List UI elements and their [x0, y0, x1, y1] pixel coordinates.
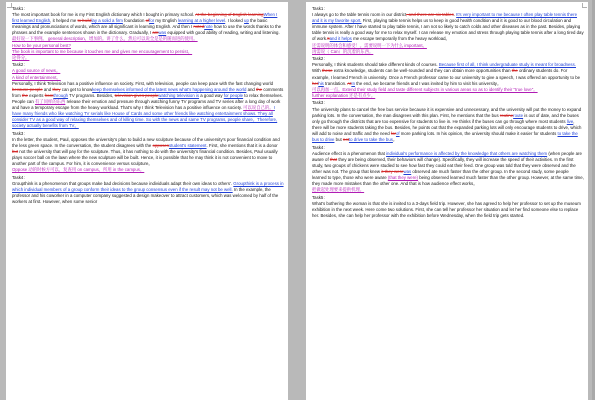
paragraph: [312, 107, 584, 144]
review-comment: 最好说一下事例。 general description。增加的。讲了什么，然后可以说全是是的随而进的使用。: [12, 36, 198, 42]
review-comment: 可以说自己的。: [243, 105, 274, 110]
deleted-text: opposes: [152, 143, 169, 149]
inserted-text: live: [566, 118, 574, 124]
document-page-right[interactable]: [306, 2, 588, 400]
text-run: equipped with good ability of reading, writing and listening.: [166, 30, 280, 36]
review-comment: 还需说明的体会和感受！。需要说明一下为什么 important。: [312, 42, 427, 48]
review-comment: 可以再加一点。Extend their study field and taste different subjects in various areas so as to identify their "true love"。: [312, 86, 538, 92]
inserted-text: through: [53, 92, 69, 98]
text-run: The university plans to cancel the free bus service because it is expensive and unnecessary, and the university will put the money to expand parking lots. In the conversation, the man disagrees with this plan. First, he mentions that the bus: [312, 106, 582, 118]
text-run: not the university that will pay for the sculpture. Thus, it has nothing to do with the university's financial condition. Besides, Paul usually plays soccer ball on the lawn where the new sculpture will be built. Hence, it is possible that he may think it is not convenient to move to another part of the campus. For him, it is convenience versus sculpture。: [12, 149, 278, 167]
paragraph: [312, 93, 584, 99]
text-run: Audience effect is a phenomenon that: [312, 150, 387, 156]
inserted-text: Because first of all, I think undergraduate study is meant for broadness.: [438, 62, 576, 68]
text-run: and: [42, 86, 53, 92]
text-run: .: [453, 12, 457, 18]
inserted-text: was: [158, 30, 167, 36]
text-run: Task3：: [312, 100, 328, 106]
deleted-text: to build: [77, 18, 92, 24]
deleted-text: noted: [193, 24, 205, 30]
text-run: more parking lots. In his opinion, the university should make it easier for students: [399, 130, 558, 136]
paragraph: [312, 62, 584, 86]
paragraph: [312, 187, 584, 193]
deleted-text: At the beginning of English learning: [195, 12, 264, 18]
inserted-text: of: [395, 130, 400, 136]
text-run: 。: [392, 136, 398, 142]
text-run: they are being observed, their behaviors will change). Specifically, they will increase the speed of their activities. In the first study, two groups of chickens were studied to see how fast they could eat their feed. One group was told that they were observed and the other was not. The group that knew: [312, 156, 576, 174]
text-run: . I looked: [225, 18, 245, 24]
inserted-text: Groupthink is a process in which individual members of a group conform their ideas to the group consensus even if the result may not be well.: [12, 181, 284, 193]
deleted-text: but: [12, 149, 19, 155]
deleted-text: they: [52, 86, 61, 92]
review-comment: 再需说（ Can）的沉着的东西。: [312, 48, 374, 54]
inserted-text: It's very important to me because I often play table tennis there and it is my favorite sport.: [312, 12, 578, 24]
text-run: Groupthink is a phenomenon that groups make bad decisions because individuals adapt their own ideas to others'.: [12, 181, 234, 187]
inserted-text: When I first learned English: [12, 12, 278, 24]
review-comment: 有了同样的东西: [34, 98, 66, 104]
text-run: First, playing table tennis helps us to keep in good health condition and it is good to our blood circulation and immune system. After I have started to play table tennis, I am not so likely to catch colds and other diseases as in the past. Besides, playing table tennis is really a good way for me to relax myself. I can release my emotion and stress through playing table tennis after a long tired day of work.: [312, 18, 584, 42]
text-run: What's bothering the woman is that she is invited to a 3-days field trip. However, she has agreed to help her professor to set up the museum exhibition in the next week. Here come two solutions. First, she can tell her professor her situation and let her find someone else to replace her. Besides, she can help her professor with the exhibition before Wednesday, when the field trip gets started.: [312, 200, 581, 219]
margin-mark: [582, 3, 587, 8]
paragraph: [12, 12, 284, 36]
review-comment: A kind of entertainment。: [12, 74, 61, 80]
deleted-text: it they were: [381, 168, 404, 174]
review-comment: (that they were): [387, 175, 419, 181]
text-run: observed ate much faster than the other group. In the second study, some people learned to type, those who were aware: [312, 168, 569, 181]
text-run: The most important book for me is my First English dictionary which I bought in primary school.: [12, 12, 196, 18]
deleted-text: At: [347, 80, 352, 86]
text-run: , there will be more students taking the bus. Besides, he points out that the expanded parking lots will only encourage students to drive, which will add to noise and traffic and the need: [312, 118, 582, 136]
paragraph: [12, 167, 284, 173]
inserted-text: student's statement: [168, 143, 207, 149]
text-run: Task4：: [312, 144, 328, 150]
paragraph: [12, 137, 284, 167]
margin-mark: [7, 3, 12, 8]
text-run: the end, we became friends and I was invited by him to visit his university。: [355, 80, 502, 86]
inserted-text: for: [149, 18, 155, 24]
text-run: Task2：: [312, 56, 328, 62]
inserted-text: was: [403, 168, 412, 174]
text-run: but: [334, 136, 343, 142]
text-run: Task4：: [12, 175, 28, 181]
inserted-text: route: [513, 112, 524, 118]
review-comment: A good source of news。: [12, 68, 61, 74]
text-run: Task1：: [12, 6, 28, 11]
review-comment: 把做起处理要来提供机理。: [312, 187, 365, 193]
text-run: the basic meanings and pronunciations of words, which are all significant in learning English. And then I: [12, 18, 268, 30]
text-run: Task2：: [12, 62, 28, 68]
inserted-text: watching television is: [158, 92, 200, 98]
inserted-text: for people: [223, 92, 244, 98]
deleted-text: am: [152, 30, 159, 36]
paragraph: [12, 81, 284, 130]
text-run: In the letter, the student, Paul, opposes the university's plan to build a new sculpture because of the university's poor financial condition and the less green space. In the conversation, the student disagrees with the: [12, 136, 280, 149]
deleted-text: for: [390, 130, 396, 136]
text-run: ordinary students do. For example, I learned French in university. Once a French professor came to our university to give a speech, I was offered an opportunity to be: [312, 68, 581, 80]
text-run: translation.: [323, 80, 348, 86]
paragraph: [12, 55, 284, 61]
text-run: me escape temporarily from the heavy workload。: [351, 36, 450, 42]
deleted-text: the: [511, 68, 518, 74]
text-run: In the example, the professor and his coworker in a computer company suggested a design makeover to attract customers, which was welcomed by half of the workers at first. However, when some senior: [12, 187, 279, 205]
paragraph: [312, 151, 584, 188]
text-run: extra knowledge, students can be well-rounded and they can obtain more opportunities than: [332, 68, 512, 74]
review-comment: The book is important to me because it touches me and gives me encouragement to persist。: [12, 48, 193, 54]
review-comment: 论得分。: [12, 54, 30, 60]
text-run: Task1：: [312, 6, 328, 11]
text-run: , it helped me: [50, 18, 78, 24]
review-comment: further explanation 还是有点少。: [312, 92, 376, 98]
text-run: a good way: [199, 92, 224, 98]
deleted-text: of: [145, 18, 150, 24]
inserted-text: learning at a higher level: [177, 18, 226, 24]
text-run: and: [246, 86, 257, 92]
inserted-text: keep themselves informed of the latest news what's happening around the world: [92, 86, 247, 92]
text-run: Task3：: [12, 130, 28, 136]
deleted-text: the: [256, 86, 263, 92]
deleted-text: the: [21, 92, 28, 98]
text-run: With: [312, 68, 322, 74]
text-run: foundation: [122, 18, 146, 24]
text-run: Task5：: [312, 194, 328, 200]
text-run: Personally, I think Television has a positive influence on society. First, with television, people can keep pace with the fast changing world: [12, 80, 274, 86]
text-run: (when people are aware of: [312, 150, 582, 162]
text-run: my English: [154, 18, 178, 24]
deleted-text: from: [44, 92, 54, 98]
deleted-text: It: [327, 36, 330, 42]
deleted-text: routine: [499, 112, 514, 118]
text-run: Personally, I think students should take different kinds of courses.: [312, 62, 439, 68]
deleted-text: because people: [12, 86, 43, 92]
text-run: TV programs. Besides,: [68, 92, 115, 98]
inserted-text: I have many friends who like watching TV serials like House of Cards and some other friends like watching entertainment shows. They all consider TV as a good way of relaxing themselves and of killing time. So with the news and same TV programs, people share。Therefore, society actually benefits from TV。: [12, 105, 278, 129]
text-run: experts: [27, 92, 45, 98]
text-run: to relax themselves. People can: [12, 92, 283, 104]
inserted-text: up: [244, 18, 249, 24]
deleted-text: not: [342, 136, 349, 142]
paragraph: [312, 12, 584, 42]
inserted-text: In: [351, 80, 355, 86]
text-run: I always go to the table tennis room in our district: [312, 12, 407, 18]
deleted-text: television gives people: [114, 92, 159, 98]
text-run: is out of date, and the buses only go through the districts that are too expensive for students to live in. He thinks if the buses can go through where most students: [312, 112, 579, 124]
text-run: being observed learned much faster than the other group. However, at the same time, they made more mistakes than the other one. And that is how audience effect works。: [312, 175, 584, 187]
page-body: [312, 6, 584, 219]
text-run: comments from: [12, 86, 284, 98]
paragraph: [12, 181, 284, 205]
inserted-text: individual's performance is affected by the knowledge that others are watching them: [386, 150, 548, 156]
inserted-text: to drive to take the bus: [348, 136, 393, 142]
deleted-text: that: [329, 156, 338, 162]
deleted-text: these: [321, 68, 333, 74]
text-run: how to use the words thanks to the phrases and the example sentences shown in the dictionary. Gradually, I: [12, 24, 282, 36]
inserted-text: lay a solid a firm: [91, 18, 123, 24]
inserted-text: to take the bus to drive: [312, 130, 578, 142]
review-comment: How to be your personal best?: [12, 42, 71, 48]
document-page-left[interactable]: [6, 2, 288, 400]
text-run: can get to know: [60, 86, 93, 92]
review-comment: Oppose 动的时候方可以，复查用 on campus。所用 in the campus。: [12, 167, 145, 173]
text-run: release their emotion and pressure through watching funny TV programs and TV series after a long day of work and have a temporary escape from the heavy workload. That's why I think Television has a positive influence on society.: [12, 98, 281, 110]
paragraph: [312, 201, 584, 219]
paragraph: [312, 49, 584, 55]
deleted-text: , and there are six tables: [406, 12, 454, 18]
inserted-text: his: [318, 80, 324, 86]
page-body: [12, 6, 284, 206]
text-run: . First, she mentions that it is a donor: [206, 143, 278, 149]
inserted-text: and it helps: [329, 36, 352, 42]
inserted-text: note: [204, 24, 213, 30]
deleted-text: her: [312, 80, 319, 86]
